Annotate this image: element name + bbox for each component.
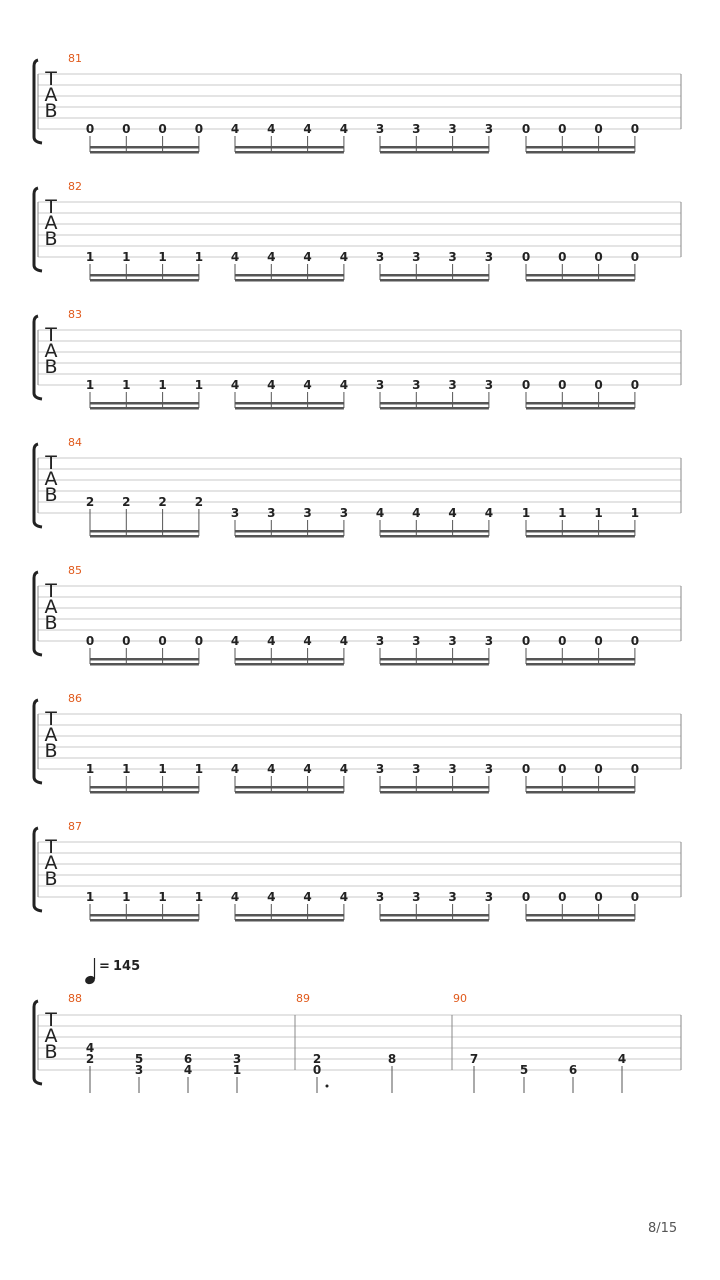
tab-clef-letter: T	[45, 1009, 57, 1031]
group3-fret: 4	[448, 506, 457, 520]
group2-fret: 3	[230, 506, 240, 520]
group1-fret: 0	[158, 634, 167, 648]
note-fret: 3	[232, 1052, 242, 1066]
beam-primary	[235, 914, 344, 917]
group1-fret: 1	[158, 890, 167, 904]
tab-clef-letter: T	[45, 324, 57, 346]
group3-fret: 4	[375, 506, 385, 520]
beam-secondary	[90, 663, 199, 666]
beam-primary	[526, 274, 635, 277]
group1-fret: 1	[194, 378, 204, 392]
note-fret: 6	[568, 1063, 578, 1077]
group2-fret: 4	[230, 378, 240, 392]
beam-secondary	[380, 919, 489, 922]
tab-clef-letter: B	[44, 356, 58, 378]
group4-fret: 0	[594, 378, 603, 392]
group3-fret: 3	[484, 378, 494, 392]
tab-clef-letter: B	[44, 612, 58, 634]
group3-fret: 3	[412, 890, 421, 904]
group2-fret: 3	[339, 506, 349, 520]
beam-primary	[90, 402, 199, 405]
group3-fret: 3	[448, 122, 457, 136]
note-fret: 5	[134, 1052, 144, 1066]
group1-fret: 1	[158, 762, 167, 776]
group3-fret: 3	[484, 122, 494, 136]
group3-fret: 3	[412, 122, 421, 136]
group4-fret: 0	[630, 378, 640, 392]
note-fret: 0	[312, 1063, 322, 1077]
group4-fret: 1	[594, 506, 603, 520]
group4-fret: 1	[521, 506, 531, 520]
tab-clef-letter: A	[44, 852, 58, 874]
beam-primary	[90, 658, 199, 661]
beam-primary	[235, 530, 344, 533]
measure-number: 90	[453, 992, 467, 1005]
tab-clef-letter: B	[44, 740, 58, 762]
beam-primary	[90, 274, 199, 277]
tab-clef-letter: T	[45, 836, 57, 858]
measure-number: 84	[68, 436, 82, 449]
note-fret: 3	[134, 1063, 144, 1077]
group1-fret: 2	[85, 495, 95, 509]
beam-primary	[235, 146, 344, 149]
group4-fret: 0	[558, 890, 567, 904]
beam-secondary	[526, 663, 635, 666]
beam-secondary	[90, 919, 199, 922]
measure-number: 83	[68, 308, 82, 321]
beam-secondary	[380, 535, 489, 538]
group2-fret: 4	[230, 890, 240, 904]
beam-secondary	[526, 151, 635, 154]
beam-primary	[526, 786, 635, 789]
group4-fret: 0	[594, 634, 603, 648]
tab-clef-letter: B	[44, 100, 58, 122]
group1-fret: 0	[85, 634, 95, 648]
group4-fret: 0	[521, 762, 531, 776]
tempo-equals: =	[99, 959, 110, 974]
group2-fret: 4	[267, 378, 276, 392]
group4-fret: 0	[594, 762, 603, 776]
beam-primary	[90, 786, 199, 789]
note-fret: 5	[519, 1063, 529, 1077]
beam-primary	[526, 402, 635, 405]
beam-secondary	[90, 407, 199, 410]
group4-fret: 0	[521, 634, 531, 648]
beam-primary	[235, 402, 344, 405]
beam-primary	[380, 402, 489, 405]
beam-primary	[526, 530, 635, 533]
tab-clef-letter: B	[44, 228, 58, 250]
group3-fret: 3	[375, 122, 385, 136]
beam-secondary	[526, 919, 635, 922]
beam-primary	[380, 658, 489, 661]
group3-fret: 3	[375, 762, 385, 776]
beam-secondary	[380, 279, 489, 282]
note-fret: 1	[232, 1063, 242, 1077]
group1-fret: 2	[194, 495, 204, 509]
tab-clef-letter: A	[44, 1025, 58, 1047]
group4-fret: 0	[594, 250, 603, 264]
group4-fret: 0	[558, 122, 567, 136]
tab-clef-letter: B	[44, 1041, 58, 1063]
group2-fret: 4	[303, 378, 312, 392]
measure-number: 82	[68, 180, 82, 193]
group1-fret: 1	[194, 890, 204, 904]
beam-secondary	[380, 151, 489, 154]
group1-fret: 1	[85, 762, 95, 776]
beam-primary	[235, 658, 344, 661]
group1-fret: 1	[122, 762, 131, 776]
beam-secondary	[90, 535, 199, 538]
tab-clef-letter: A	[44, 724, 58, 746]
group2-fret: 4	[303, 762, 312, 776]
group4-fret: 0	[521, 122, 531, 136]
group2-fret: 4	[267, 890, 276, 904]
group4-fret: 0	[594, 122, 603, 136]
group1-fret: 0	[158, 122, 167, 136]
measure-number: 87	[68, 820, 82, 833]
group1-fret: 0	[122, 122, 131, 136]
group3-fret: 3	[375, 890, 385, 904]
group1-fret: 1	[122, 378, 131, 392]
beam-secondary	[235, 279, 344, 282]
note-fret: 2	[85, 1052, 95, 1066]
group1-fret: 1	[122, 250, 131, 264]
group4-fret: 0	[630, 250, 640, 264]
group2-fret: 4	[230, 250, 240, 264]
group2-fret: 4	[303, 634, 312, 648]
beam-primary	[235, 274, 344, 277]
measure-number: 86	[68, 692, 82, 705]
group3-fret: 3	[412, 378, 421, 392]
group2-fret: 4	[267, 634, 276, 648]
tab-clef-letter: T	[45, 452, 57, 474]
group3-fret: 3	[448, 250, 457, 264]
group4-fret: 0	[558, 762, 567, 776]
beam-secondary	[526, 407, 635, 410]
beam-primary	[380, 146, 489, 149]
group1-fret: 0	[194, 634, 204, 648]
group1-fret: 1	[122, 890, 131, 904]
beam-primary	[90, 530, 199, 533]
group4-fret: 0	[630, 122, 640, 136]
beam-secondary	[380, 663, 489, 666]
group2-fret: 3	[267, 506, 276, 520]
group4-fret: 0	[630, 634, 640, 648]
beam-secondary	[380, 407, 489, 410]
group3-fret: 3	[412, 250, 421, 264]
group3-fret: 3	[484, 762, 494, 776]
tab-clef-letter: A	[44, 468, 58, 490]
beam-primary	[90, 146, 199, 149]
tab-clef-letter: A	[44, 212, 58, 234]
tab-clef-letter: A	[44, 84, 58, 106]
beam-primary	[526, 658, 635, 661]
group4-fret: 1	[630, 506, 640, 520]
group3-fret: 3	[375, 378, 385, 392]
beam-secondary	[526, 535, 635, 538]
group1-fret: 1	[85, 890, 95, 904]
beam-primary	[235, 786, 344, 789]
beam-primary	[526, 914, 635, 917]
beam-secondary	[235, 663, 344, 666]
group4-fret: 0	[521, 250, 531, 264]
tab-clef-letter: T	[45, 68, 57, 90]
group3-fret: 3	[448, 762, 457, 776]
beam-secondary	[235, 407, 344, 410]
note-fret: 6	[183, 1052, 193, 1066]
group2-fret: 4	[303, 250, 312, 264]
beam-primary	[526, 146, 635, 149]
group3-fret: 3	[448, 634, 457, 648]
group3-fret: 3	[412, 634, 421, 648]
group1-fret: 1	[158, 378, 167, 392]
beam-secondary	[235, 151, 344, 154]
beam-primary	[380, 786, 489, 789]
group3-fret: 4	[484, 506, 494, 520]
beam-secondary	[235, 791, 344, 794]
group4-fret: 1	[558, 506, 567, 520]
group2-fret: 4	[339, 378, 349, 392]
tab-clef-letter: T	[45, 708, 57, 730]
note-dot	[326, 1085, 329, 1088]
group2-fret: 4	[303, 122, 312, 136]
measure-number: 88	[68, 992, 82, 1005]
tab-clef-letter: A	[44, 340, 58, 362]
group2-fret: 4	[267, 250, 276, 264]
group3-fret: 3	[375, 250, 385, 264]
group4-fret: 0	[558, 634, 567, 648]
group2-fret: 4	[339, 634, 349, 648]
beam-secondary	[90, 151, 199, 154]
beam-secondary	[380, 791, 489, 794]
tempo-value: 145	[113, 959, 141, 974]
group2-fret: 4	[339, 250, 349, 264]
beam-primary	[90, 914, 199, 917]
note-fret: 8	[387, 1052, 397, 1066]
tab-clef-letter: T	[45, 580, 57, 602]
group3-fret: 4	[412, 506, 421, 520]
group2-fret: 4	[303, 890, 312, 904]
group2-fret: 4	[267, 122, 276, 136]
group2-fret: 4	[339, 122, 349, 136]
group3-fret: 3	[375, 634, 385, 648]
measure-number: 89	[296, 992, 310, 1005]
beam-secondary	[526, 279, 635, 282]
group3-fret: 3	[484, 890, 494, 904]
group2-fret: 4	[339, 890, 349, 904]
note-fret: 2	[312, 1052, 322, 1066]
tab-clef-letter: A	[44, 596, 58, 618]
group4-fret: 0	[558, 250, 567, 264]
group2-fret: 4	[230, 634, 240, 648]
group4-fret: 0	[630, 762, 640, 776]
beam-secondary	[90, 791, 199, 794]
group3-fret: 3	[412, 762, 421, 776]
tab-clef-letter: T	[45, 196, 57, 218]
group3-fret: 3	[448, 378, 457, 392]
group3-fret: 3	[448, 890, 457, 904]
group1-fret: 1	[194, 762, 204, 776]
group4-fret: 0	[630, 890, 640, 904]
group1-fret: 2	[122, 495, 131, 509]
group1-fret: 1	[85, 378, 95, 392]
group2-fret: 4	[230, 122, 240, 136]
group2-fret: 4	[267, 762, 276, 776]
group1-fret: 1	[85, 250, 95, 264]
group1-fret: 0	[85, 122, 95, 136]
measure-number: 85	[68, 564, 82, 577]
beam-primary	[380, 274, 489, 277]
group3-fret: 3	[484, 634, 494, 648]
page-number: 8/15	[648, 1221, 678, 1236]
note-fret: 7	[469, 1052, 479, 1066]
tab-clef-letter: B	[44, 484, 58, 506]
group4-fret: 0	[558, 378, 567, 392]
group2-fret: 4	[339, 762, 349, 776]
note-fret: 4	[183, 1063, 193, 1077]
beam-secondary	[235, 919, 344, 922]
beam-secondary	[90, 279, 199, 282]
tab-clef-letter: B	[44, 868, 58, 890]
group4-fret: 0	[521, 378, 531, 392]
group2-fret: 4	[230, 762, 240, 776]
group1-fret: 2	[158, 495, 167, 509]
beam-primary	[380, 530, 489, 533]
group1-fret: 0	[194, 122, 204, 136]
group1-fret: 1	[158, 250, 167, 264]
measure-number: 81	[68, 52, 82, 65]
beam-secondary	[235, 535, 344, 538]
group3-fret: 3	[484, 250, 494, 264]
group1-fret: 0	[122, 634, 131, 648]
note-fret: 4	[85, 1041, 95, 1055]
beam-primary	[380, 914, 489, 917]
group4-fret: 0	[594, 890, 603, 904]
beam-secondary	[526, 791, 635, 794]
group2-fret: 3	[303, 506, 312, 520]
note-fret: 4	[617, 1052, 627, 1066]
group1-fret: 1	[194, 250, 204, 264]
group4-fret: 0	[521, 890, 531, 904]
